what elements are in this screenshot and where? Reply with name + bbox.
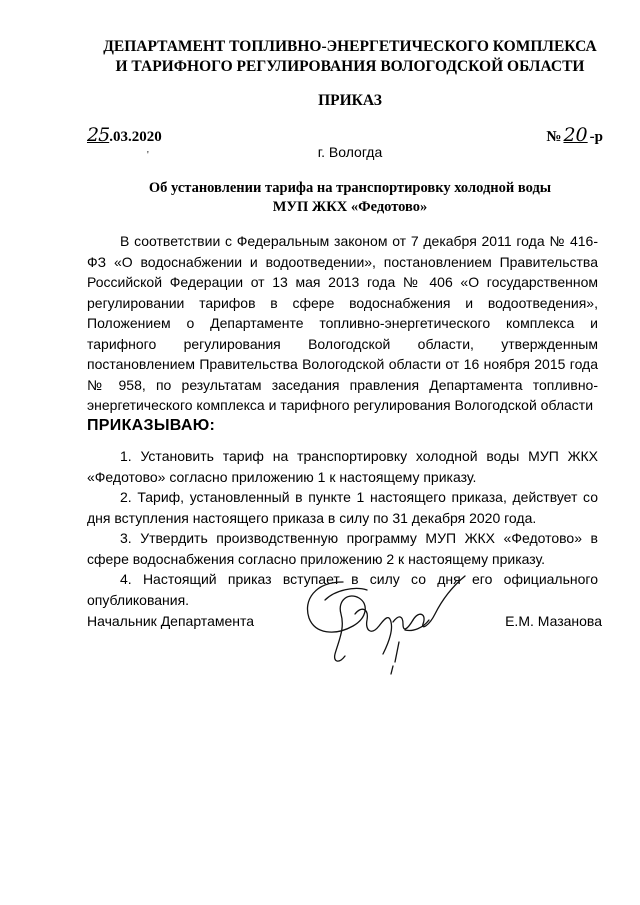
order-item-3: 3. Утвердить производственную программу МУП ЖКХ «Федотово» в сфере водоснабжения согласно приложению 2 к настоящему приказу.: [87, 530, 598, 567]
date-rest: .03.2020: [109, 129, 162, 145]
order-item-2: 2. Тариф, установленный в пункте 1 настоящего приказа, действует со дня вступления настоящего приказа в силу по 31 декабря 2020 года.: [87, 489, 598, 526]
handwritten-number: 20: [563, 124, 588, 146]
stray-tick-mark: ': [147, 150, 149, 161]
department-header: [80, 37, 620, 77]
header-line-1: ДЕПАРТАМЕНТ ТОПЛИВНО-ЭНЕРГЕТИЧЕСКОГО КОМПЛЕКСА: [103, 38, 597, 55]
document-type-title: ПРИКАЗ: [318, 92, 382, 109]
subject-line-2: МУП ЖКХ «Федотово»: [272, 199, 428, 215]
order-number: [546, 124, 603, 146]
signatory-position: Начальник Департамента: [87, 613, 255, 629]
subject-line-1: Об установлении тарифа на транспортировку холодной воды: [148, 180, 552, 196]
header-line-2: И ТАРИФНОГО РЕГУЛИРОВАНИЯ ВОЛОГОДСКОЙ ОБЛАСТИ: [115, 58, 585, 75]
preamble-paragraph: В соответствии с Федеральным законом от 7 декабря 2011 года № 416-ФЗ «О водоснабжении и водоотведении», постановлением Правительства Российской Федерации от 13 мая 2013 года № 406 «О государственном регулировании тарифов в сфере водоснабжения и водоотведения», Положением о Департаменте топливно-энергетического комплекса и тарифного регулирования Вологодской области, утвержденным постановлением Правительства Вологодской области от 16 ноября 2015 года № 958, по результатам заседания правления Департамента топливно-энергетического комплекса и тарифного регулирования Вологодской области: [87, 233, 598, 413]
order-subject: [80, 179, 620, 217]
order-directive: ПРИКАЗЫВАЮ:: [87, 416, 216, 434]
order-item-4: 4. Настоящий приказ вступает в силу со дня его официального опубликования.: [87, 571, 598, 608]
handwritten-signature: [295, 570, 475, 680]
city-location: г. Вологда: [317, 144, 383, 160]
handwritten-day: 25: [87, 124, 110, 146]
signatory-name: Е.М. Мазанова: [505, 613, 602, 629]
number-sign: №: [546, 129, 562, 145]
order-date: [87, 124, 162, 146]
order-body: [87, 231, 598, 610]
number-suffix: -р: [589, 129, 603, 145]
order-item-1: 1. Установить тариф на транспортировку холодной воды МУП ЖКХ «Федотово» согласно приложению 1 к настоящему приказу.: [87, 448, 598, 485]
